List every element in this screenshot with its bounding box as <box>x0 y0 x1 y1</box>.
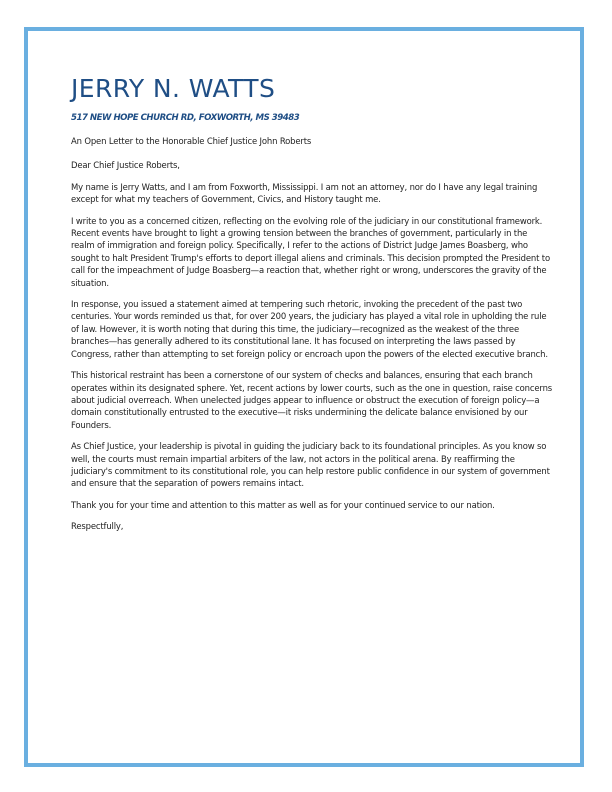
body-paragraph: This historical restraint has been a cornerstone of our system of checks and balances, ensuring that each branch operates within its designated sphere. Yet, recent actions by lower courts, such as the one in question, raise concerns about judicial overreach. When unelected judges appear to influence or obstruct the execution of foreign policy—a domain constitutionally entrusted to the executive—it risks undermining the delicate balance envisioned by our Founders. <box>71 370 553 430</box>
letter-subject: An Open Letter to the Honorable Chief Justice John Roberts <box>71 136 312 146</box>
body-paragraph: My name is Jerry Watts, and I am from Foxworth, Mississippi. I am not an attorney, nor do I have any legal training except for what my teachers of Government, Civics, and History taught me. <box>71 181 538 205</box>
body-paragraph: Thank you for your time and attention to this matter as well as for your continued service to our nation. <box>71 499 495 510</box>
body-paragraph: I write to you as a concerned citizen, reflecting on the evolving role of the judiciary in our constitutional framework. Recent events have brought to light a growing tension between the branches of government, particularly in the realm of immigration and foreign policy. Specifically, I refer to the actions of District Judge James Boasberg, who sought to halt President Trump's efforts to deport illegal aliens and criminals. This decision prompted the President to call for the impeachment of Judge Boasberg—a reaction that, whether right or wrong, underscores the gravity of the situation. <box>71 215 550 288</box>
letter-greeting: Dear Chief Justice Roberts, <box>71 160 180 171</box>
body-paragraph: In response, you issued a statement aimed at tempering such rhetoric, invoking the precedent of the past two centuries. Your words reminded us that, for over 200 years, the judiciary has played a vital role in upholding the rule of law. However, it is worth noting that during this time, the judiciary—recognized as the weakest of the three branches—has generally adhered to its constitutional lane. It has focused on interpreting the laws passed by Congress, rather than attempting to set foreign policy or encroach upon the powers of the elected executive branch. <box>71 299 548 359</box>
body-paragraph: As Chief Justice, your leadership is pivotal in guiding the judiciary back to its foundational principles. As you know so well, the courts must remain impartial arbiters of the law, not actors in the political arena. By reaffirming the judiciary's commitment to its constitutional role, you can help restore public confidence in our system of government and ensure that the separation of powers remains intact. <box>71 441 550 489</box>
letter <box>71 74 553 533</box>
sender-address: 517 NEW HOPE CHURCH RD, FOXWORTH, MS 39483 <box>71 113 300 123</box>
letter-closing: Respectfully, <box>71 521 124 532</box>
sender-name: JERRY N. WATTS <box>71 74 276 103</box>
